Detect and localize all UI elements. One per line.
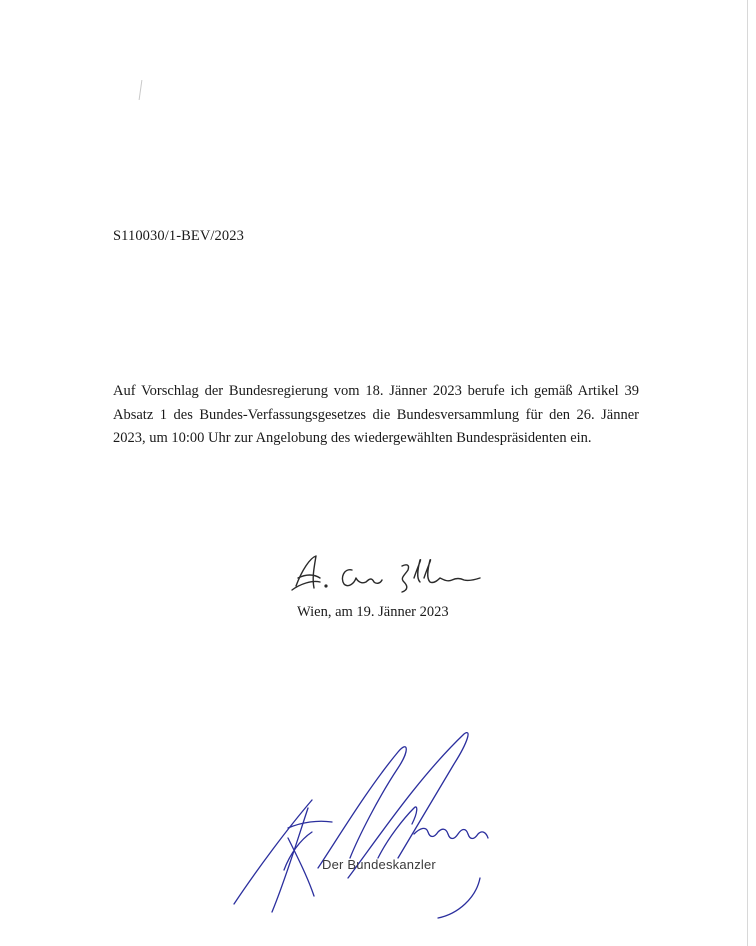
page-edge — [747, 0, 748, 946]
chancellor-signature — [228, 728, 508, 924]
president-signature — [290, 548, 490, 598]
scan-mark — [139, 80, 143, 100]
chancellor-caption: Der Bundeskanzler — [322, 857, 436, 872]
place-and-date: Wien, am 19. Jänner 2023 — [297, 604, 449, 620]
body-paragraph: Auf Vorschlag der Bundesregierung vom 18. Jänner 2023 berufe ich gemäß Artikel 39 Absatz 1 des Bundes-Verfassungsgesetzes die Bundesversammlung für den 26. Jänner 2023, um 10:00 Uhr zur Angelobung des wiedergewählten Bundespräsidenten ein. — [113, 383, 639, 446]
reference-number: S110030/1-BEV/2023 — [113, 228, 244, 244]
